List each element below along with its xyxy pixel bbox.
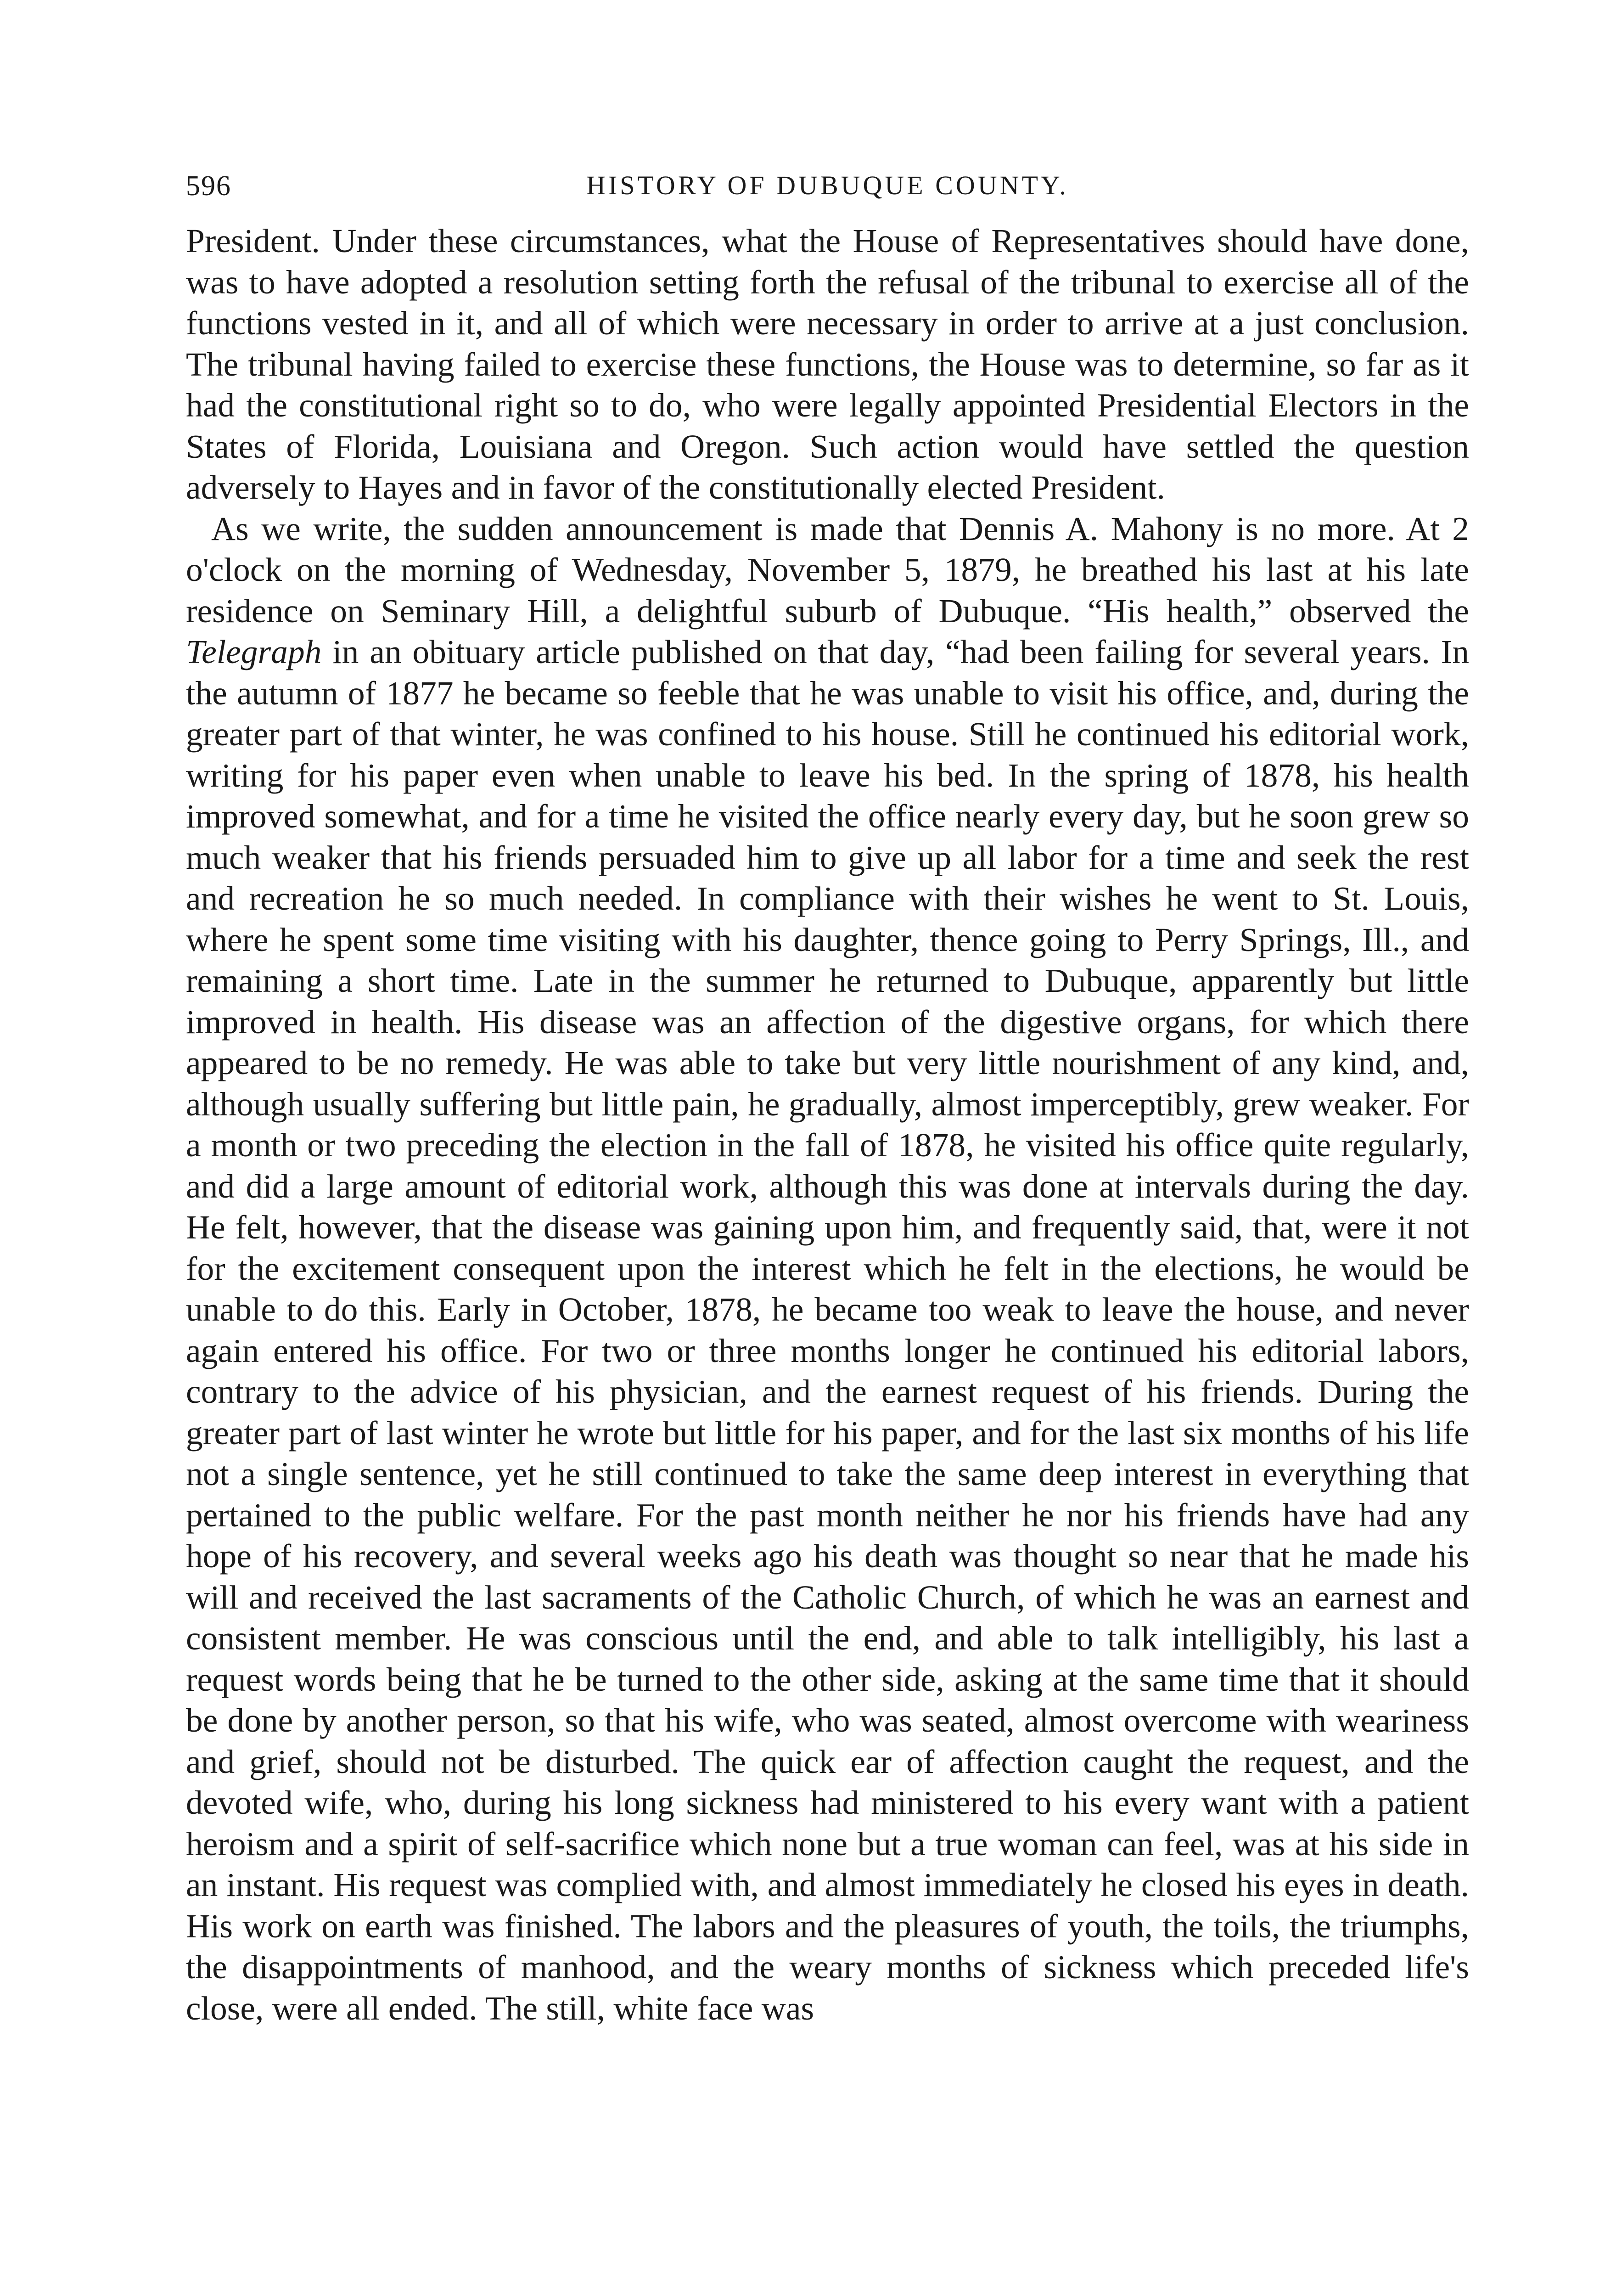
body-text — [186, 220, 1469, 2029]
paragraph-2-part-2: in an obituary article published on that day, “had been failing for several years. In the autumn of 1877 he became so feeble that he was unable to visit his office, and, during the greater part of that winter, he was confined to his house. Still he continued his editorial work, writing for his paper even when unable to leave his bed. In the spring of 1878, his health improved somewhat, and for a time he visited the office nearly every day, but he soon grew so much weaker that his friends persuaded him to give up all labor for a time and seek the rest and recreation he so much needed. In compliance with their wishes he went to St. Louis, where he spent some time visiting with his daughter, thence going to Perry Springs, Ill., and remaining a short time. Late in the summer he returned to Dubuque, apparently but little improved in health. His disease was an affection of the digestive organs, for which there appeared to be no remedy. He was able to take but very little nourishment of any kind, and, although usually suffering but little pain, he gradually, almost imperceptibly, grew weaker. For a month or two preceding the election in the fall of 1878, he visited his office quite regularly, and did a large amount of editorial work, although this was done at intervals during the day. He felt, however, that the disease was gaining upon him, and frequently said, that, were it not for the excitement consequent upon the interest which he felt in the elections, he would be unable to do this. Early in October, 1878, he became too weak to leave the house, and never again entered his office. For two or three months longer he continued his editorial labors, contrary to the advice of his physician, and the earnest request of his friends. During the greater part of last winter he wrote but little for his paper, and for the last six months of his life not a single sentence, yet he still continued to take the same deep interest in everything that pertained to the public welfare. For the past month neither he nor his friends have had any hope of his recovery, and several weeks ago his death was thought so near that he made his will and received the last sacraments of the Catholic Church, of which he was an earnest and consistent member. He was conscious until the end, and able to talk intelligibly, his last a request words being that he be turned to the other side, asking at the same time that it should be done by another person, so that his wife, who was seated, almost overcome with weariness and grief, should not be disturbed. The quick ear of affection caught the request, and the devoted wife, who, during his long sickness had ministered to his every want with a patient heroism and a spirit of self-sacrifice which none but a true woman can feel, was at his side in an instant. His request was complied with, and almost immediately he closed his eyes in death. His work on earth was finished. The labors and the pleasures of youth, the toils, the triumphs, the disappointments of manhood, and the weary months of sickness which preceded life's close, were all ended. The still, white face was — [186, 633, 1469, 2027]
paragraph-1: President. Under these circumstances, what the House of Representatives should have done, was to have adopted a resolution setting forth the refusal of the tribunal to exercise all of the functions vested in it, and all of which were necessary in order to arrive at a just conclusion. The tribunal having failed to exercise these functions, the House was to determine, so far as it had the constitutional right so to do, who were legally appointed Presidential Electors in the States of Florida, Louisiana and Oregon. Such action would have settled the question adversely to Hayes and in favor of the constitutionally elected President. — [186, 222, 1469, 506]
paragraph-2-part-1: As we write, the sudden announcement is made that Dennis A. Mahony is no more. At 2 o'clock on the morning of Wednesday, November 5, 1879, he breathed his last at his late residence on Seminary Hill, a delightful suburb of Dubuque. “His health,” observed the — [186, 510, 1469, 630]
running-head — [186, 170, 1469, 220]
paragraph-2 — [186, 508, 1469, 2029]
running-title: HISTORY OF DUBUQUE COUNTY. — [586, 170, 1069, 200]
book-page — [186, 170, 1469, 2029]
page-number: 596 — [186, 170, 231, 202]
telegraph-emphasis: Telegraph — [186, 633, 322, 670]
